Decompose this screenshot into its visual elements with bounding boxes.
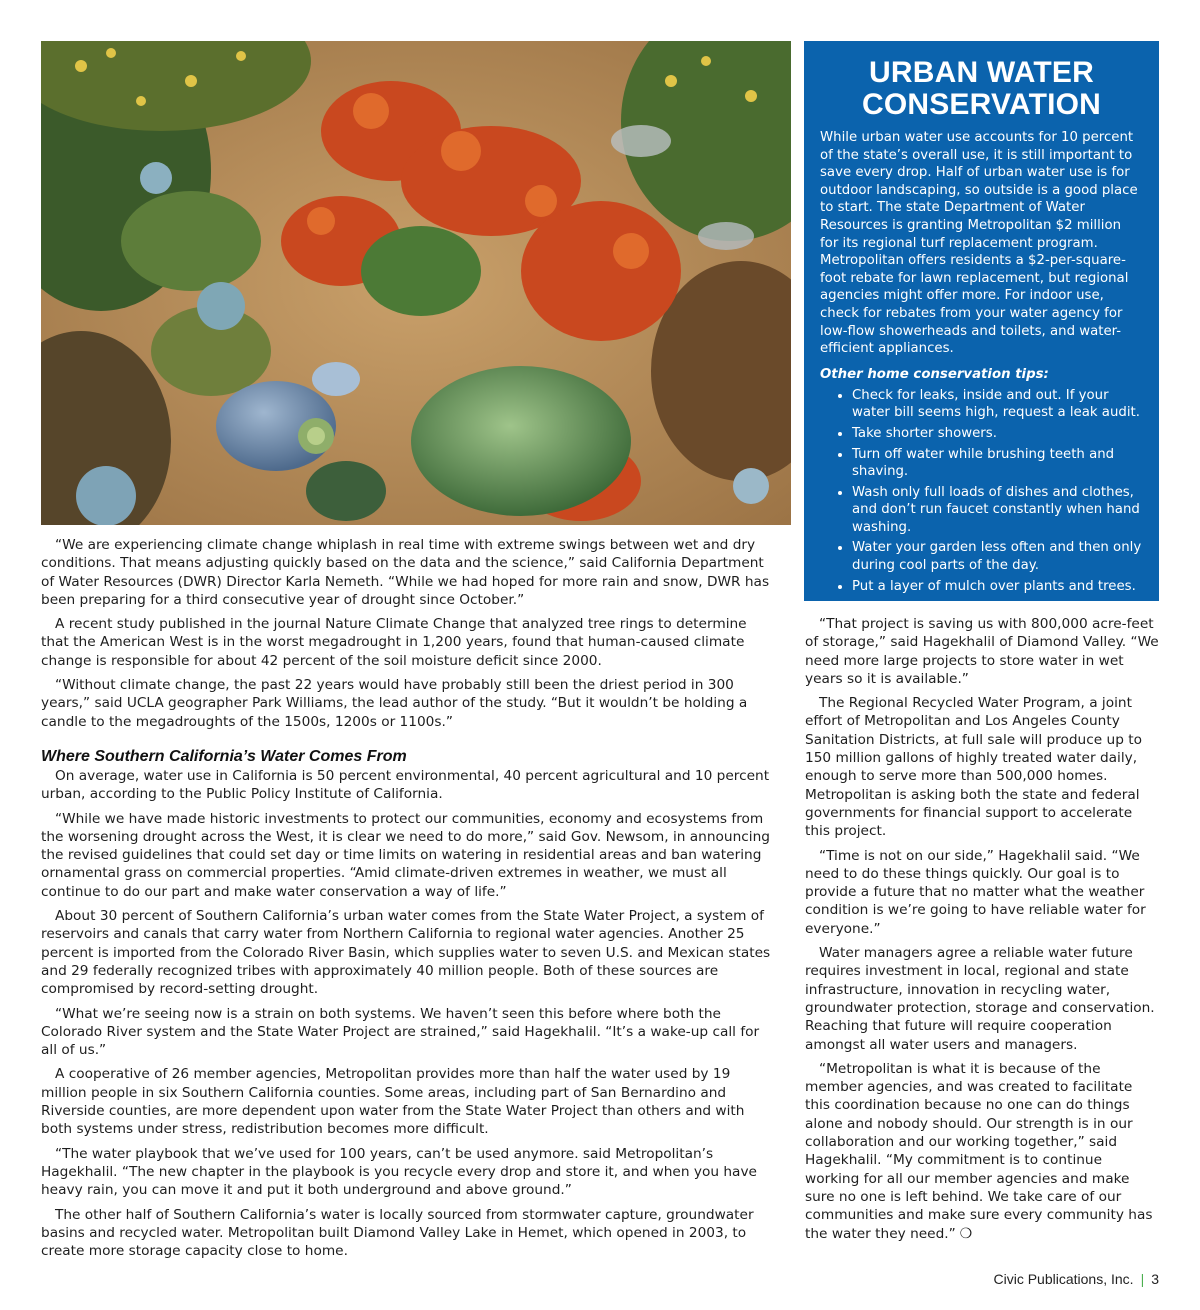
tip-item: • Check for leaks, inside and out. If your water bill seems high, request a leak audit. [852, 387, 1143, 422]
article-paragraph: “Without climate change, the past 22 years would have probably still been the driest period in 300 years,” said UCLA geographer Park Williams, the lead author of the study. “But it wouldn’t be holding a candle to the megadroughts of the 1500s, 1200s or 1100s.” [41, 677, 748, 730]
article-paragraph: “While we have made historic investments to protect our communities, economy and ecosystems from the worsening drought across the West, it is clear we need to do more,” said Gov. Newsom, in announcing the revised guidelines that could set day or time limits on watering in residential areas and ban watering ornamental grass on commercial properties. “Amid climate-driven extremes in weather, we must all continue to do our part and make water conservation a way of life.” [41, 810, 770, 900]
article-paragraph: Water managers agree a reliable water future requires investment in local, regional and state infrastructure, innovation in recycling water, groundwater protection, storage and conservation. Reaching that future will require cooperation amongst all water users and managers. [805, 945, 1155, 1053]
footer-separator: | [1140, 1271, 1145, 1287]
tip-item: • Put a layer of mulch over plants and trees. [852, 578, 1143, 596]
final-paragraph-text: “Metropolitan is what it is because of the member agencies, and was created to facilitate this coordination because no one can do things alone and nobody should. Our strength is in our collaboration and our working together,” said Hagekhalil. “My commitment is to continue working for all our member agencies and make sure no one is left behind. We take care of our communities and make sure every community has the water they need.” [805, 1060, 1153, 1242]
section-heading: Where Southern California’s Water Comes From [41, 747, 407, 765]
publisher-name: Civic Publications, Inc. [993, 1271, 1134, 1287]
tips-list [820, 387, 1143, 596]
tip-item: • Wash only full loads of dishes and clothes, and don’t run faucet constantly when hand washing. [852, 484, 1143, 537]
article-paragraph: The Regional Recycled Water Program, a joint effort of Metropolitan and Los Angeles County Sanitation Districts, at full sale will produce up to 150 million gallons of highly treated water daily, enough to serve more than 500,000 homes. Metropolitan is asking both the state and federal governments for financial support to accelerate this project. [805, 695, 1142, 840]
article-paragraph: “That project is saving us with 800,000 acre-feet of storage,” said Hagekhalil of Diamond Valley. “We need more large projects to store water in wet years so it is available.” [805, 616, 1159, 687]
tip-item: • Take shorter showers. [852, 425, 1143, 443]
article-paragraph: On average, water use in California is 50 percent environmental, 40 percent agricultural and 10 percent urban, according to the Public Policy Institute of California. [41, 767, 770, 803]
conservation-sidebar [804, 41, 1159, 601]
page-number: 3 [1151, 1271, 1159, 1287]
tip-item: • Water your garden less often and then only during cool parts of the day. [852, 539, 1143, 574]
article-paragraph: “What we’re seeing now is a strain on both systems. We haven’t seen this before where both the Colorado River system and the State Water Project are strained,” said Hagekhalil. “It’s a wake-up call for all of us.” [41, 1005, 760, 1059]
tips-heading: Other home conservation tips: [820, 366, 1049, 382]
article-paragraph: The other half of Southern California’s water is locally sourced from stormwater capture, groundwater basins and recycled water. Metropolitan built Diamond Valley Lake in Hemet, which opened in 2003, to create more storage capacity close to home. [41, 1206, 754, 1260]
garden-illustration [41, 41, 791, 525]
article-paragraph: “The water playbook that we’ve used for 100 years, can’t be used anymore. said Metropolitan’s Hagekhalil. “The new chapter in the playbook is you recycle every drop and store it, and when you have heavy rain, you can move it and put it both underground and above ground.” [41, 1145, 757, 1199]
article-left-column [41, 536, 771, 1266]
article-paragraph: About 30 percent of Southern California’s urban water comes from the State Water Project, a system of reservoirs and canals that carry water from Northern California to regional water agencies. Another 25 percent is imported from the Colorado River Basin, which supplies water to seven U.S. and Mexican states and 29 federally recognized tribes with approximately 40 million people. Both of these sources are compromised by record-setting drought. [41, 908, 771, 998]
sidebar-title: URBAN WATER CONSERVATION [861, 56, 1102, 121]
article-paragraph: “We are experiencing climate change whiplash in real time with extreme swings between wet and dry conditions. That means adjusting quickly based on the data and the science,” said California Department of Water Resources (DWR) Director Karla Nemeth. “While we had hoped for more rain and snow, DWR has been preparing for a third consecutive year of drought since October.” [41, 537, 770, 608]
end-mark-icon: ❍ [959, 1225, 973, 1242]
article-paragraph: “Time is not on our side,” Hagekhalil said. “We need to do these things quickly. Our goal is to provide a future that no matter what the weather condition is we’re going to have reliable water for everyone.” [805, 847, 1146, 937]
tip-item: • Turn off water while brushing teeth and shaving. [852, 446, 1143, 481]
article-paragraph: A recent study published in the journal Nature Climate Change that analyzed tree rings to determine that the American West is in the worst megadrought in 1,200 years, found that human-caused climate change is responsible for about 42 percent of the soil moisture deficit since 2000. [41, 616, 747, 669]
article-paragraph: A cooperative of 26 member agencies, Metropolitan provides more than half the water used by 19 million people in six Southern California counties. Some areas, including part of San Bernardino and Riverside counties, are more dependent upon water from the State Water Project than others and with both systems under stress, redistribution becomes more difficult. [41, 1066, 745, 1138]
article-paragraph-final [805, 1060, 1159, 1243]
page-footer [994, 1271, 1160, 1287]
garden-photo [41, 41, 791, 525]
article-right-column [805, 615, 1159, 1249]
sidebar-intro: While urban water use accounts for 10 percent of the state’s overall use, it is still important to save every drop. Half of urban water use is for outdoor landscaping, so outside is a good place to start. The state Department of Water Resources is granting Metropolitan $2 million for its regional turf replacement program. Metropolitan offers residents a $2-per-square-foot rebate for lawn replacement, but regional agencies might offer more. For indoor use, check for rebates from your water agency for low-flow showerheads and toilets, and water-efficient appliances. [820, 130, 1138, 357]
